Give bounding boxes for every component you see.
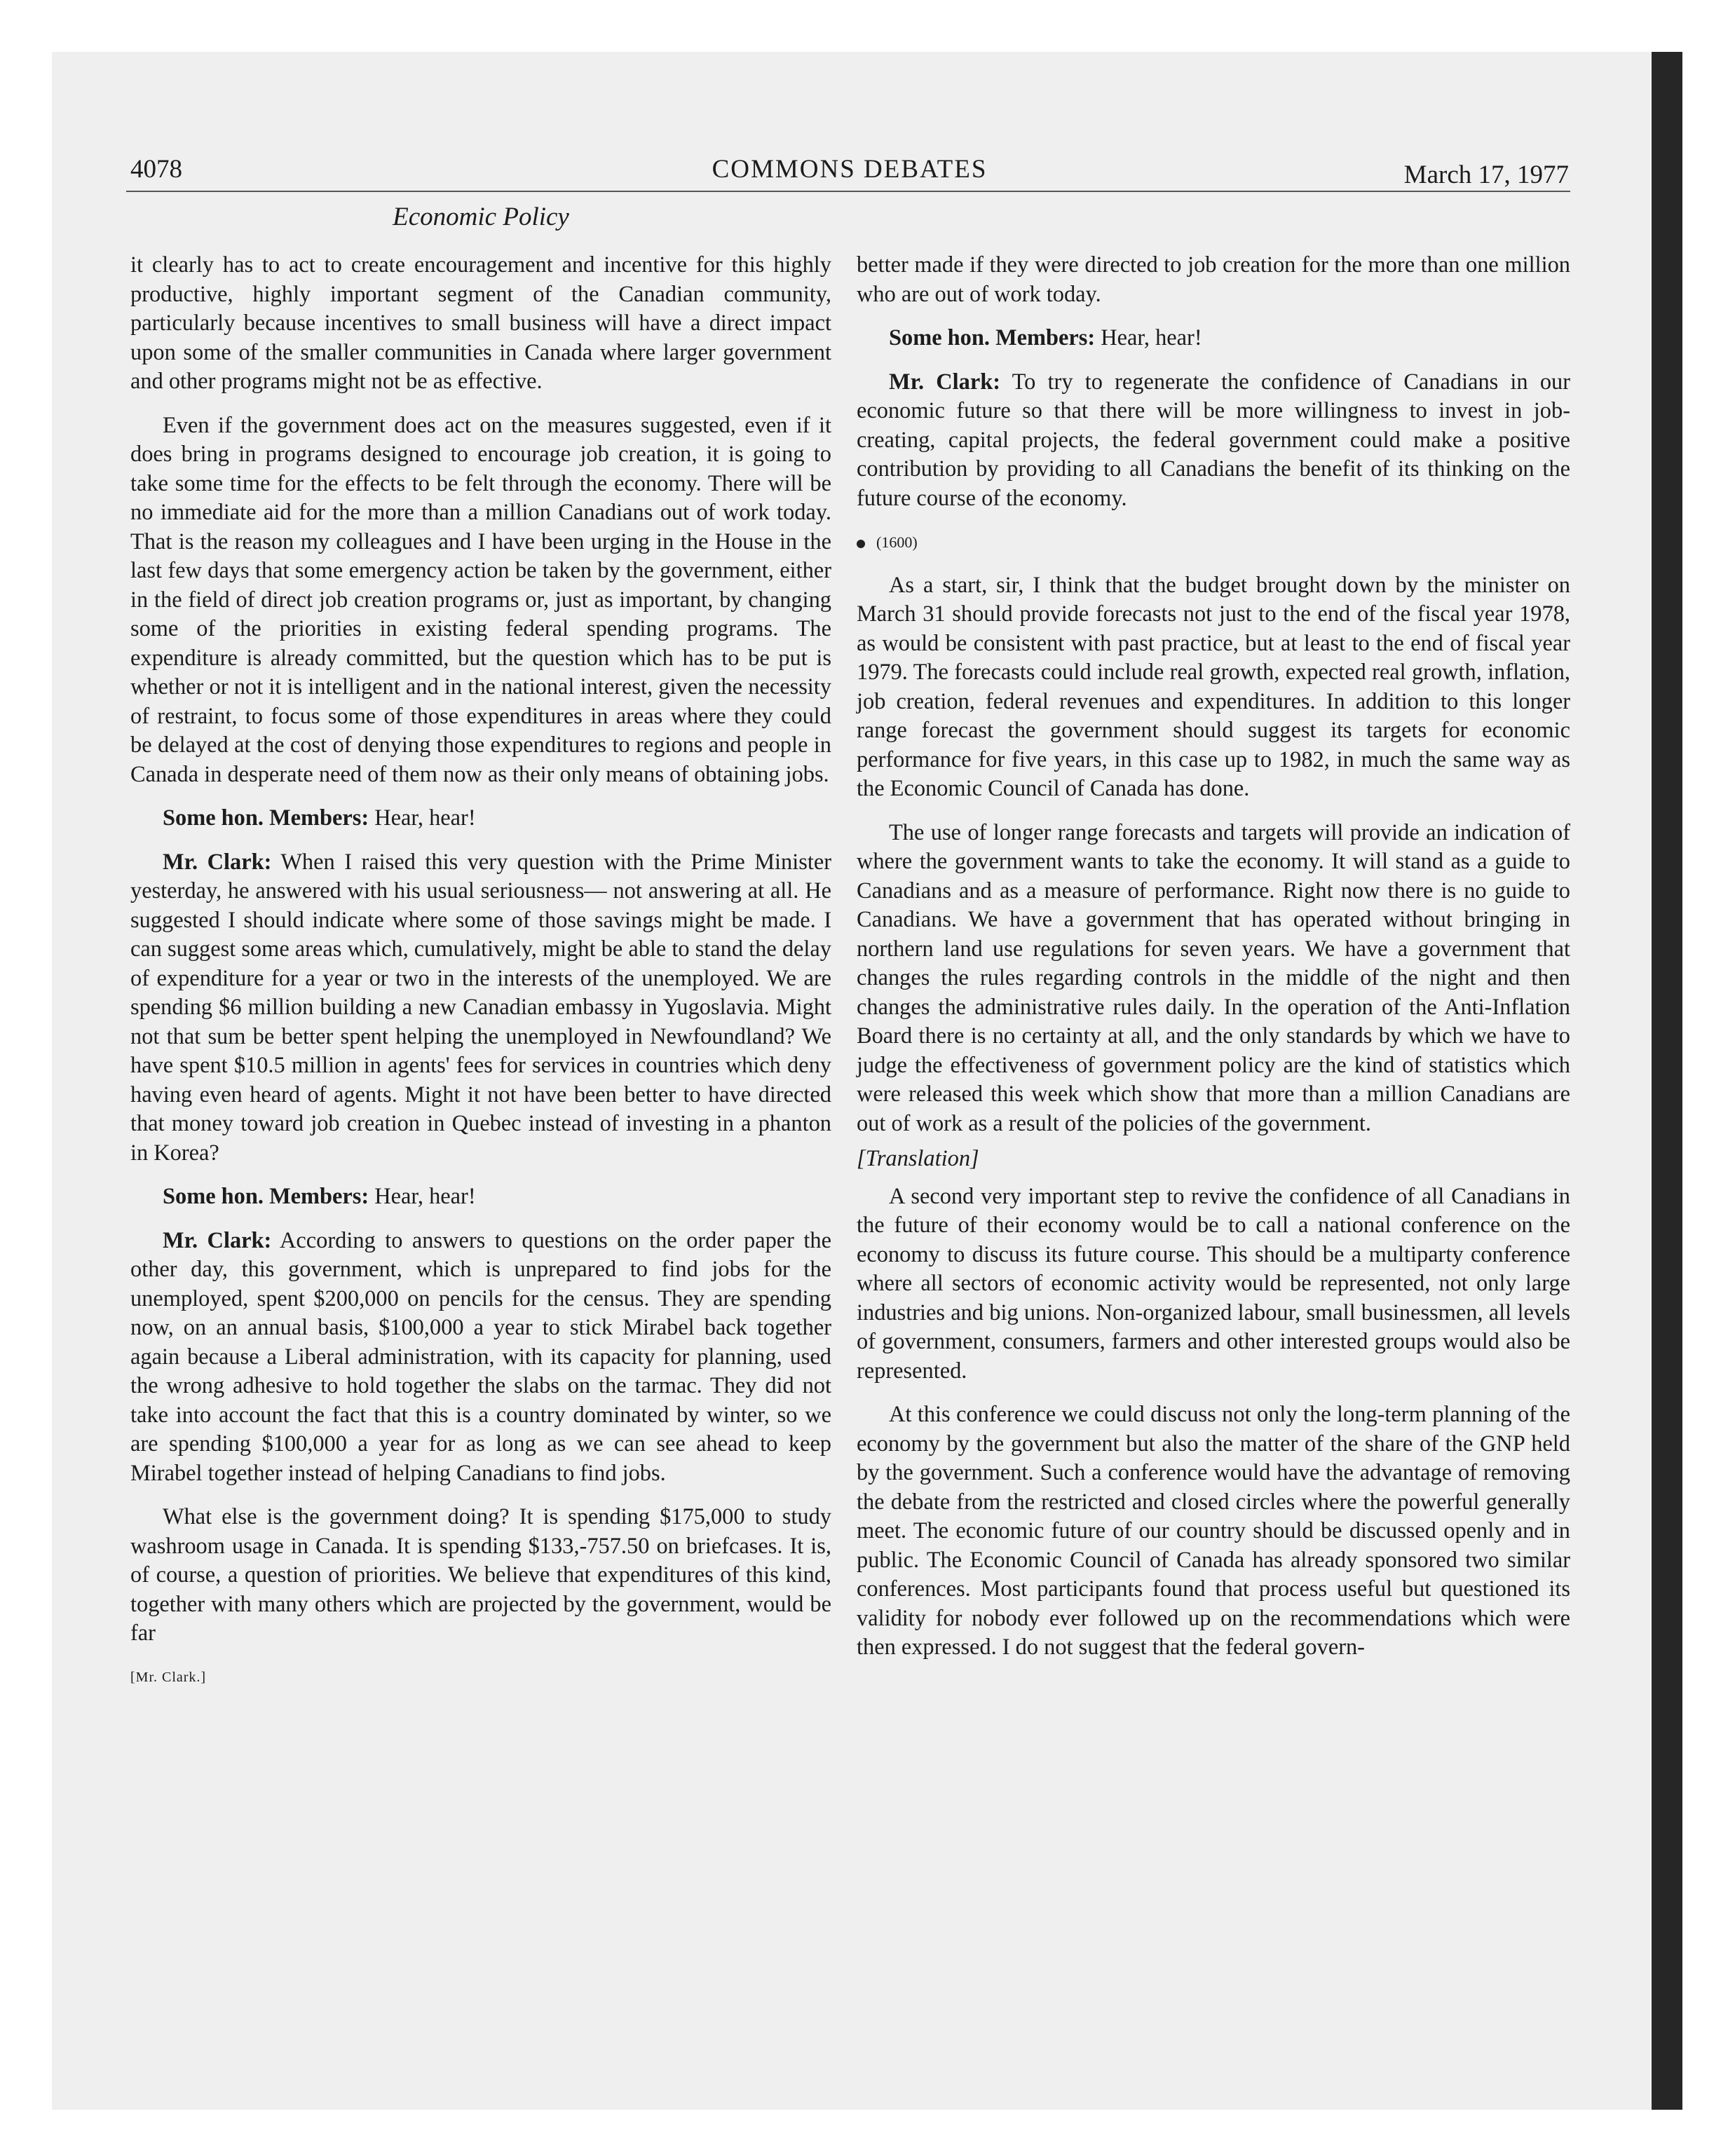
right-column — [857, 251, 1570, 1677]
speaker-attribution: [Mr. Clark.] — [130, 1669, 207, 1685]
time-marker — [857, 528, 1570, 557]
paragraph: it clearly has to act to create encouragement and incentive for this highly productive, highly important segment of the Canadian community, particularly because incentives to small business will have a direct impact upon some of the smaller communities in Canada where larger government and other programs might not be as effective. — [130, 252, 831, 394]
page-header — [130, 154, 1569, 196]
paragraph: As a start, sir, I think that the budget brought down by the minister on March 31 should provide forecasts not just to the end of the fiscal year 1978, as would be consistent with past practice, but at least to the end of fiscal year 1979. The forecasts could include real growth, expected real growth, inflation, job creation, federal revenues and expenditures. In addition to this longer range forecast the government should suggest its targets for economic performance for five years, in this case up to 1982, in much the same way as the Economic Council of Canada has done. — [857, 572, 1570, 801]
speech-text: When I raised this very question with the Prime Minister yesterday, he answered with his usual seriousness— not answering at all. He suggested I should indicate where some of those savings might be made. I can suggest some areas which, cumulatively, might be able to stand the delay of expenditure for a year or two in the interests of the unemployed. We are spending $6 million building a new Canadian embassy in Yugoslavia. Might not that sum be better spent helping the unemployed in Newfoundland? We have spent $10.5 million in agents' fees for services in countries which deny having even heard of agents. Might it not have been better to have directed that money toward job creation in Quebec instead of investing in a phanton in Korea? — [130, 849, 831, 1166]
speech-text: To try to regenerate the confidence of Canadians in our economic future so that there will be more willingness to invest in job-creating, capital projects, the federal government could make a positive contribution by providing to all Canadians the benefit of its thinking on the future course of the economy. — [857, 369, 1570, 511]
publication-title: COMMONS DEBATES — [712, 155, 988, 184]
paragraph: At this conference we could discuss not only the long-term planning of the economy by the government but also the matter of the share of the GNP held by the government. Such a conference would have the advantage of removing the debate from the restricted and closed circles where the powerful generally meet. The economic future of our country should be discussed openly and in public. The Economic Council of Canada has already sponsored two similar conferences. Most participants found that process useful but questioned its validity for nobody ever followed up on the recommendations which were then expressed. I do not suggest that the federal govern- — [857, 1402, 1570, 1660]
left-column — [130, 251, 831, 1692]
speech-text: Hear, hear! — [1095, 325, 1202, 350]
speaker-name: Some hon. Members: — [163, 805, 369, 831]
speech-paragraph — [857, 368, 1570, 514]
page-number: 4078 — [130, 155, 182, 184]
speaker-name: Some hon. Members: — [163, 1184, 369, 1209]
speech-text: Hear, hear! — [369, 1184, 476, 1209]
section-title: Economic Policy — [393, 203, 569, 231]
time-marker-label: (1600) — [876, 533, 918, 551]
scan-edge-bar — [1652, 52, 1682, 2110]
paragraph: The use of longer range forecasts and targets will provide an indication of where the government wants to take the economy. It will stand as a guide to Canadians and as a measure of performance. Right now there is no guide to Canadians. We have a government that has operated without bringing in northern land use regulations for seven years. We have a government that changes the rules regarding controls in the middle of the night and then changes the administrative rules daily. In the operation of the Anti-Inflation Board there is no certainty at all, and the only standards by which we have to judge the effectiveness of government policy are the kind of statistics which were released this week which show that more than a million Canadians are out of work as a result of the policies of the government. — [857, 819, 1570, 1136]
speech-text: According to answers to questions on the order paper the other day, this government, which is unprepared to find jobs for the unemployed, spent $200,000 on pencils for the census. They are spending now, on an annual basis, $100,000 a year to stick Mirabel back together again because a Liberal administration, with its capacity for planning, used the wrong adhesive to hold together the slabs on the tarmac. They did not take into account the fact that this is a country dominated by winter, so we are spending $100,000 a year for as long as we can see ahead to keep Mirabel together instead of helping Canadians to find jobs. — [130, 1227, 832, 1486]
header-rule — [126, 191, 1570, 192]
speaker-name: Mr. Clark: — [163, 849, 272, 875]
paragraph: What else is the government doing? It is spending $175,000 to study washroom usage in Canada. It is spending $133,-757.50 on briefcases. It is, of course, a question of priorities. We believe that expenditures of this kind, together with many others which are projected by the government, would be far — [130, 1504, 831, 1646]
interjection — [130, 1182, 831, 1212]
page-date: March 17, 1977 — [1403, 161, 1569, 189]
paragraph: better made if they were directed to job creation for the more than one million who are out of work today. — [857, 252, 1570, 307]
speech-text: Hear, hear! — [369, 805, 476, 831]
bullet-icon — [857, 540, 865, 548]
interjection — [857, 324, 1570, 353]
translation-label: [Translation] — [857, 1146, 979, 1171]
paragraph: A second very important step to revive the confidence of all Canadians in the future of their economy would be to call a national conference on the economy to discuss its future course. This should be a multiparty conference where all sectors of economic activity would be represented, not only large industries and big unions. Non-organized labour, small businessmen, all levels of government, consumers, farmers and other interested groups would also be represented. — [857, 1183, 1570, 1384]
speech-paragraph — [130, 1227, 831, 1489]
speaker-name: Mr. Clark: — [163, 1227, 272, 1253]
paragraph: Even if the government does act on the measures suggested, even if it does bring in programs designed to encourage job creation, it is going to take some time for the effects to be felt through the economy. There will be no immediate aid for the more than a million Canadians out of work today. That is the reason my colleagues and I have been urging in the House in the last few days that some emergency action be taken by the government, either in the field of direct job creation programs or, just as important, by changing some of the priorities in existing federal spending programs. The expenditure is already committed, but the question which has to be put is whether or not it is intelligent and in the national interest, given the necessity of restraint, to focus some of those expenditures in areas where they could be delayed at the cost of denying those expenditures to regions and people in Canada in desperate need of them now as their only means of obtaining jobs. — [130, 412, 831, 787]
speech-paragraph — [130, 848, 831, 1168]
speaker-name: Mr. Clark: — [889, 369, 1001, 395]
speaker-name: Some hon. Members: — [889, 325, 1096, 350]
interjection — [130, 804, 831, 833]
